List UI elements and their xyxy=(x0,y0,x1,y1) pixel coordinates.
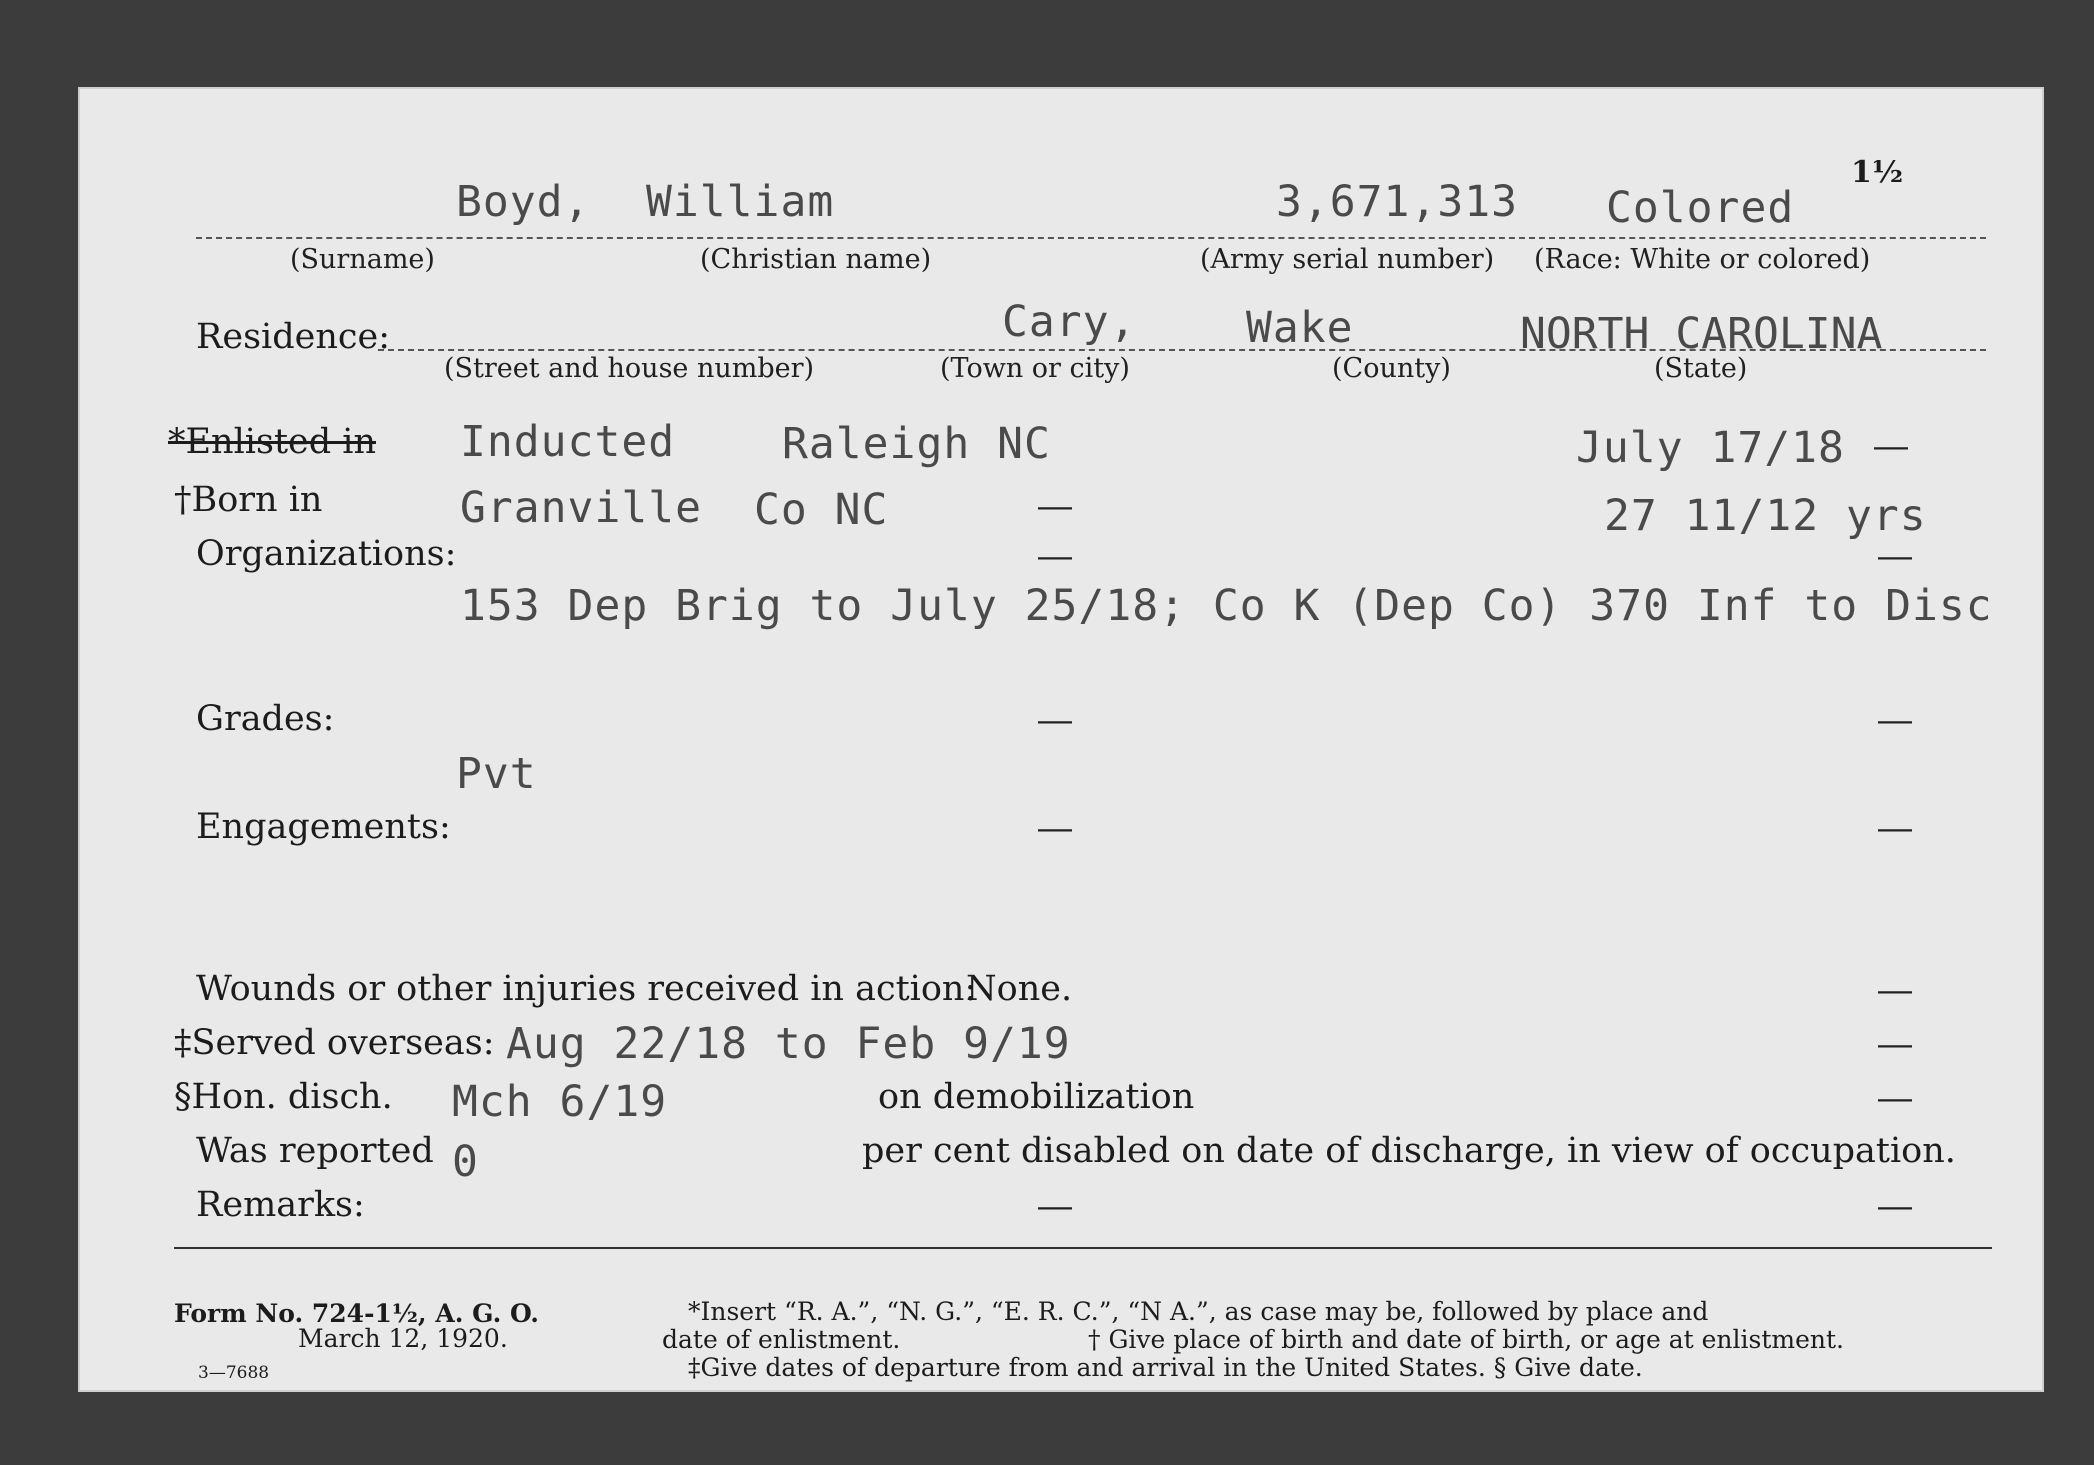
enlisted-date: July 17/18 xyxy=(1576,423,1845,473)
remarks-label: Remarks: xyxy=(196,1185,365,1225)
form-number: Form No. 724-1½, A. G. O. xyxy=(174,1299,540,1328)
enlisted-label: *Enlisted in xyxy=(168,422,376,462)
surname-caption: (Surname) xyxy=(290,244,435,275)
dash-marker: — xyxy=(1038,537,1072,575)
discharge-label: §Hon. disch. xyxy=(174,1077,393,1117)
dash-marker: — xyxy=(1878,701,1912,739)
wounds-value: None. xyxy=(966,969,1073,1009)
state-value: NORTH CAROLINA xyxy=(1520,309,1883,359)
surname-value: Boyd, xyxy=(456,177,591,227)
dash-marker: — xyxy=(1038,701,1072,739)
grades-label: Grades: xyxy=(196,699,335,739)
grades-value: Pvt xyxy=(456,749,537,799)
race-value: Colored xyxy=(1606,183,1795,233)
christian-name-value: William xyxy=(646,177,835,227)
footer-rule xyxy=(174,1247,1992,1249)
footnote-1: *Insert “R. A.”, “N. G.”, “E. R. C.”, “N A.”, as case may be, followed by place and xyxy=(688,1297,1709,1326)
reported-value: 0 xyxy=(452,1137,479,1187)
organizations-value: 153 Dep Brig to July 25/18; Co K (Dep Co) 370 Inf to Disc xyxy=(460,581,1993,631)
county-caption: (County) xyxy=(1332,353,1451,384)
footnote-3: ‡Give dates of departure from and arrival in the United States. § Give date. xyxy=(688,1353,1643,1382)
town-value: Cary, xyxy=(1002,297,1137,347)
dash-marker: — xyxy=(1878,537,1912,575)
street-caption: (Street and house number) xyxy=(444,353,815,384)
reported-label: Was reported xyxy=(196,1131,434,1171)
footnote-2b: † Give place of birth and date of birth, or age at enlistment. xyxy=(1088,1325,1844,1354)
age-value: 27 11/12 yrs xyxy=(1604,491,1927,541)
print-code: 3—7688 xyxy=(198,1363,270,1383)
dash-marker: — xyxy=(1038,1187,1072,1225)
organizations-label: Organizations: xyxy=(196,534,457,574)
town-caption: (Town or city) xyxy=(940,353,1130,384)
dash-marker: — xyxy=(1878,1187,1912,1225)
born-county: Co NC xyxy=(754,485,889,535)
form-date: March 12, 1920. xyxy=(298,1324,508,1353)
enlisted-value: Inducted xyxy=(460,417,676,467)
dash-marker: — xyxy=(1038,809,1072,847)
discharge-note: on demobilization xyxy=(878,1077,1195,1117)
state-caption: (State) xyxy=(1654,353,1748,384)
discharge-date: Mch 6/19 xyxy=(452,1077,668,1127)
serial-caption: (Army serial number) xyxy=(1200,244,1495,275)
reported-note: per cent disabled on date of discharge, in view of occupation. xyxy=(862,1131,1956,1171)
residence-label: Residence: xyxy=(196,317,390,357)
card-number: 1½ xyxy=(1851,155,1904,190)
race-caption: (Race: White or colored) xyxy=(1534,244,1871,275)
born-place: Granville xyxy=(460,483,702,533)
footnote-2a: date of enlistment. xyxy=(662,1325,901,1354)
dash-marker: — xyxy=(1878,971,1912,1009)
christian-name-caption: (Christian name) xyxy=(700,244,932,275)
overseas-label: ‡Served overseas: xyxy=(174,1023,495,1063)
wounds-label: Wounds or other injuries received in action: xyxy=(196,969,977,1009)
overseas-value: Aug 22/18 to Feb 9/19 xyxy=(506,1019,1071,1069)
born-label: †Born in xyxy=(174,480,323,520)
serial-number-value: 3,671,313 xyxy=(1276,177,1518,227)
dash-marker: — xyxy=(1878,1025,1912,1063)
draft-record-card xyxy=(78,87,2044,1392)
enlisted-place: Raleigh NC xyxy=(782,419,1051,469)
engagements-label: Engagements: xyxy=(196,807,451,847)
dash-marker: — xyxy=(1038,487,1072,525)
residence-dotted-line xyxy=(378,349,1986,351)
dash-marker: — xyxy=(1878,1079,1912,1117)
county-value: Wake xyxy=(1246,303,1354,353)
header-dotted-line xyxy=(196,237,1986,239)
dash-marker: — xyxy=(1878,809,1912,847)
dash-marker: — xyxy=(1874,427,1908,465)
